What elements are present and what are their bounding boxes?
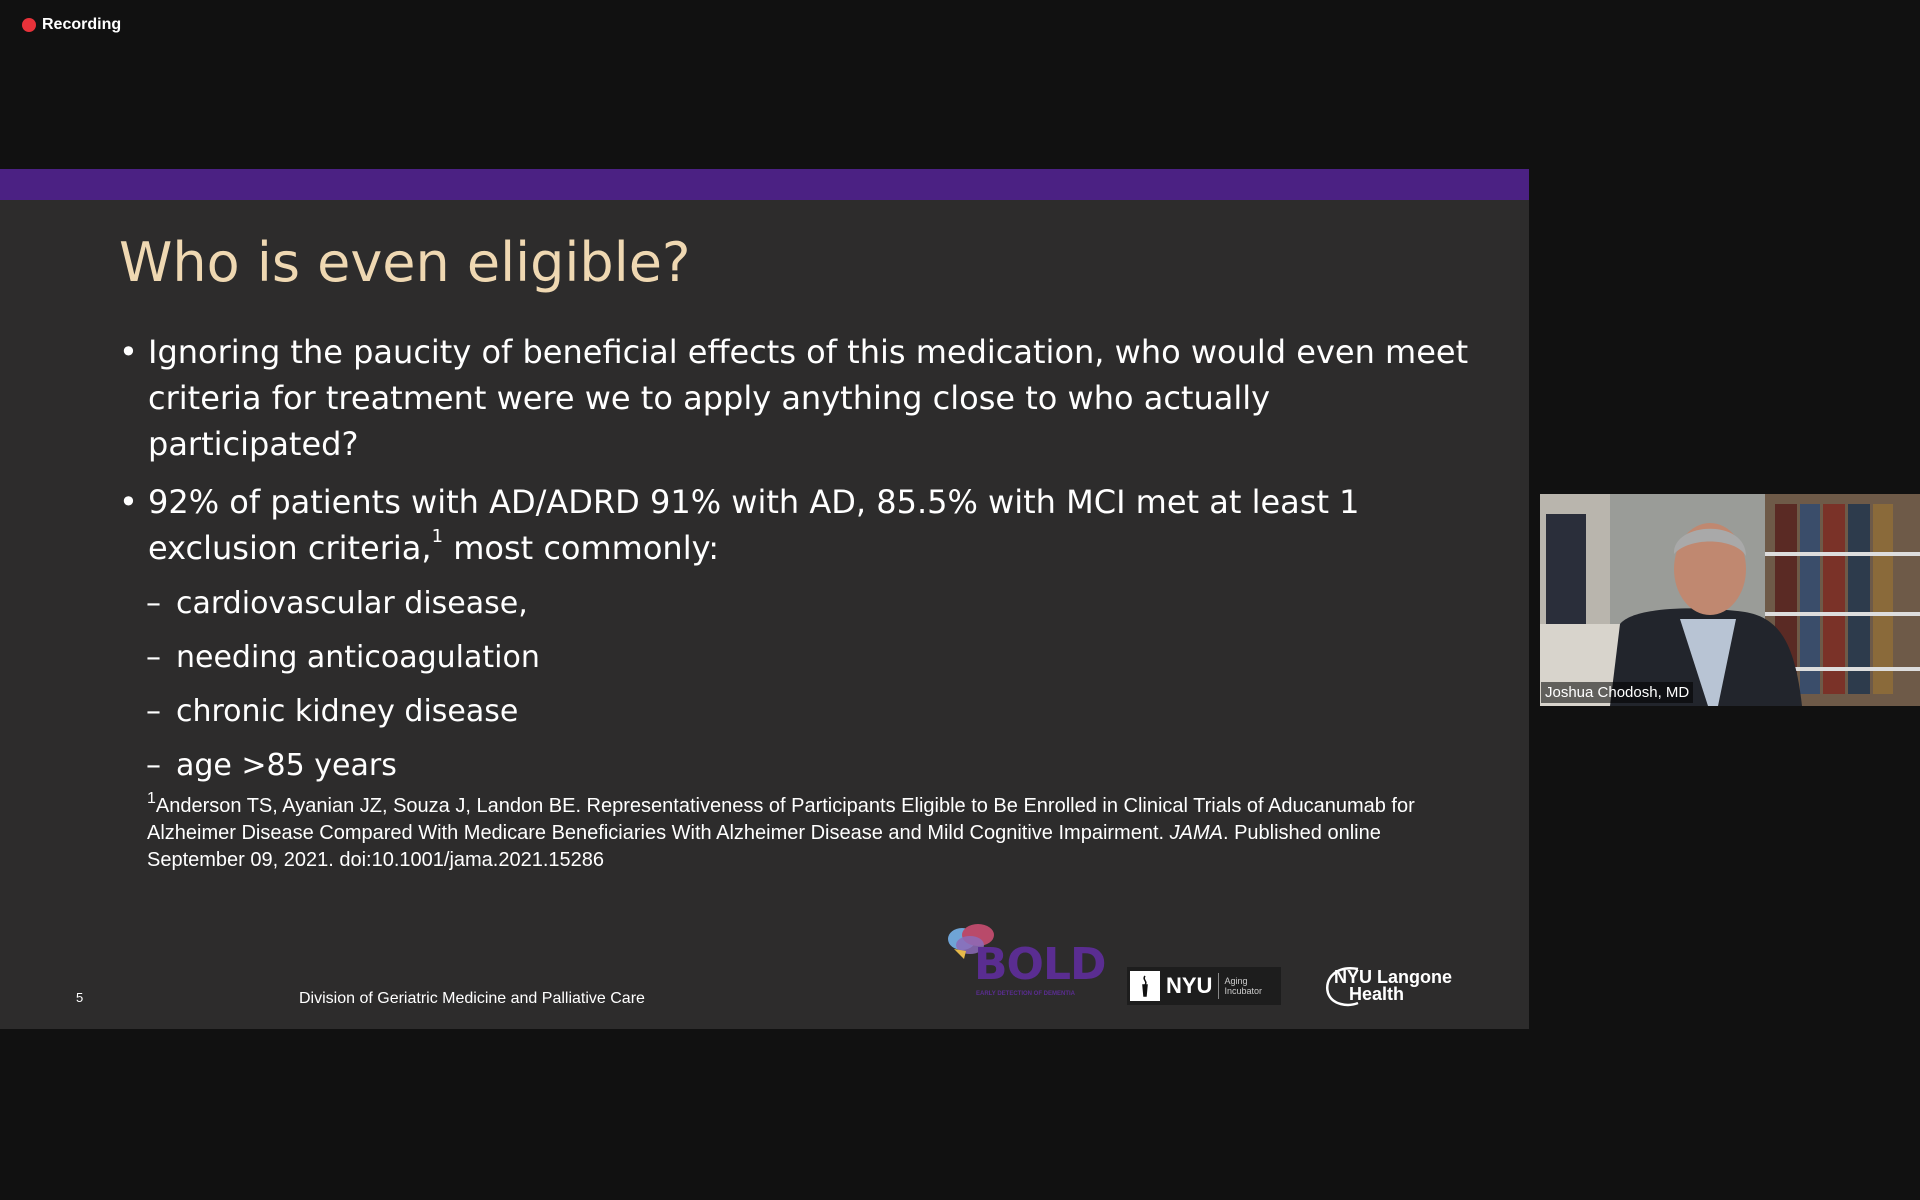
- participant-name-label: Joshua Chodosh, MD: [1541, 682, 1693, 703]
- sub-bullet-text: age >85 years: [176, 748, 397, 783]
- sub-bullet-item: [119, 691, 1479, 733]
- bullet-text-continued: most commonly:: [443, 529, 719, 567]
- bullet-text: 92% of patients with AD/ADRD 91% with AD, 85.5% with MCI met at least 1 exclusion criteria,: [148, 483, 1360, 567]
- sub-bullet-text: cardiovascular disease,: [176, 586, 528, 621]
- footnote-text: Anderson TS, Ayanian JZ, Souza J, Landon BE. Representativeness of Participants Eligible to Be Enrolled in Clinical Trials of Aducanumab for Alzheimer Disease Compared With Medicare Beneficiaries With Alzheimer Disease and Mild Cognitive Impairment.: [147, 795, 1415, 844]
- bullet-item: [119, 479, 1479, 571]
- dash-icon: –: [146, 586, 161, 621]
- langone-logo-text: [1334, 969, 1452, 1003]
- nyu-aging-incubator-logo: [1127, 967, 1281, 1005]
- sub-bullet-text: needing anticoagulation: [176, 640, 540, 675]
- bullet-icon: •: [119, 483, 138, 521]
- recording-indicator: [22, 16, 121, 34]
- nyu-langone-logo: [1322, 963, 1452, 1009]
- recording-dot-icon: [22, 18, 36, 32]
- bullet-item: [119, 329, 1479, 467]
- sub-bullet-item: [119, 637, 1479, 679]
- dash-icon: –: [146, 748, 161, 783]
- aging-text: Aging: [1224, 976, 1248, 986]
- footnote-marker: 1: [147, 790, 156, 807]
- sub-bullet-item: [119, 583, 1479, 625]
- langone-line-2: Health: [1349, 984, 1405, 1004]
- incubator-text: Incubator: [1224, 986, 1262, 996]
- footnote-journal: JAMA: [1169, 822, 1223, 844]
- bullet-list: [119, 329, 1479, 787]
- dash-icon: –: [146, 694, 161, 729]
- bullet-text: Ignoring the paucity of beneficial effects of this medication, who would even meet criteria for treatment were we to apply anything close to who actually participated?: [148, 333, 1469, 463]
- participant-video-tile[interactable]: [1540, 494, 1920, 706]
- aging-incubator-text: [1224, 976, 1262, 996]
- slide-header-bar: [0, 169, 1529, 200]
- bold-logo-subtitle: EARLY DETECTION OF DEMENTIA: [976, 991, 1076, 997]
- bold-logo: [944, 921, 1112, 1009]
- langone-line-1: NYU Langone: [1334, 967, 1453, 987]
- bullet-icon: •: [119, 333, 138, 371]
- recording-label: Recording: [42, 16, 122, 33]
- slide-title: Who is even eligible?: [119, 231, 691, 294]
- logo-divider: [1218, 973, 1219, 999]
- bold-logo-text: BOLD: [974, 939, 1106, 990]
- slide-number: 5: [76, 990, 84, 1005]
- sub-bullet-text: chronic kidney disease: [176, 694, 519, 729]
- slide-footer: Division of Geriatric Medicine and Palliative Care: [299, 990, 645, 1007]
- reference-marker: 1: [431, 526, 444, 547]
- footnote-text-after: . Published online September 09, 2021. doi:10.1001/jama.2021.15286: [147, 822, 1381, 871]
- torch-icon: [1130, 971, 1160, 1001]
- sub-bullet-item: [119, 745, 1479, 787]
- nyu-logo-text: NYU: [1166, 973, 1213, 998]
- citation-footnote: [147, 790, 1417, 874]
- video-feed: [1540, 494, 1920, 706]
- shared-slide: [0, 169, 1529, 1029]
- dash-icon: –: [146, 640, 161, 675]
